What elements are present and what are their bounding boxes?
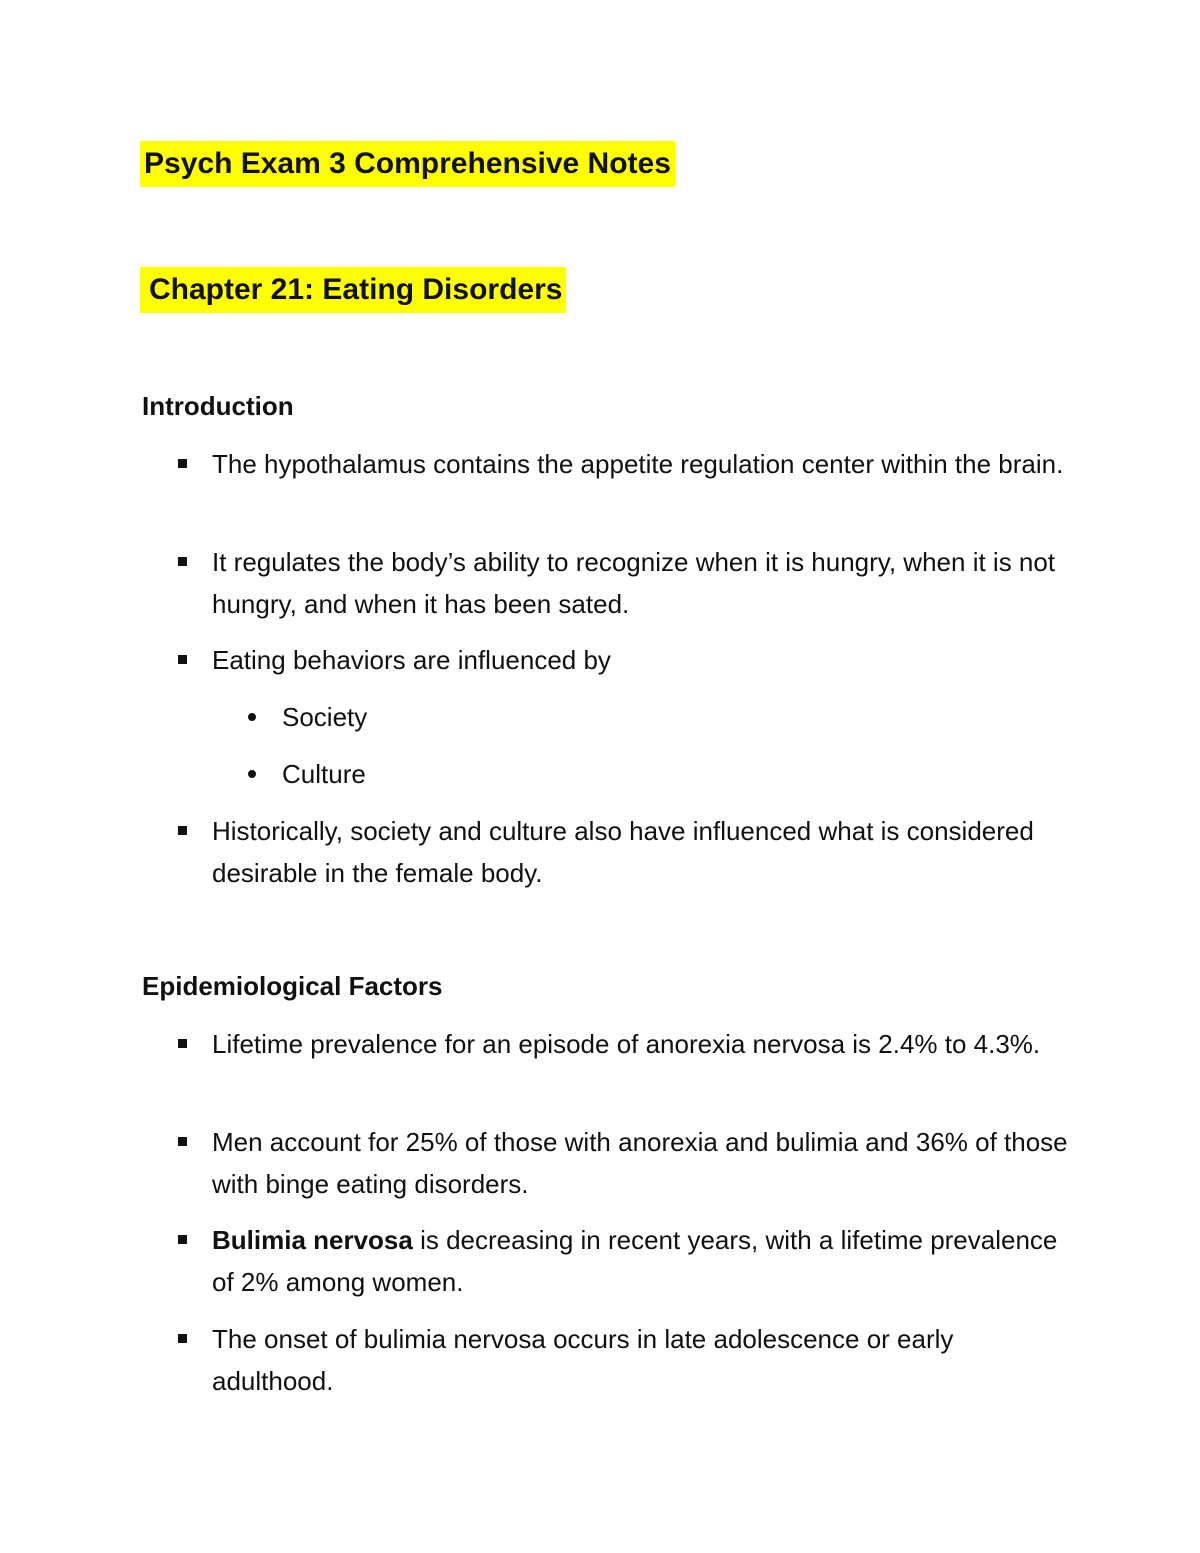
list-item-text: is decreasing in recent years, with a lifetime prevalence of 2% among women. xyxy=(212,1225,1058,1297)
bold-term: Bulimia nervosa xyxy=(212,1225,413,1255)
list-item: Men account for 25% of those with anorexia and bulimia and 36% of those with binge eating disorders. xyxy=(212,1127,1068,1199)
sub-list-item: Society xyxy=(282,702,368,732)
section-heading-epidemiological-factors: Epidemiological Factors xyxy=(142,971,443,1001)
list-item: The hypothalamus contains the appetite regulation center within the brain. xyxy=(212,449,1064,479)
round-bullet-icon xyxy=(248,713,256,721)
list-item: The onset of bulimia nervosa occurs in late adolescence or early adulthood. xyxy=(212,1324,954,1396)
square-bullet-icon xyxy=(178,557,190,569)
square-bullet-icon xyxy=(178,1137,190,1149)
square-bullet-icon xyxy=(178,1334,190,1346)
list-item: Historically, society and culture also have influenced what is considered desirable in the female body. xyxy=(212,816,1034,888)
chapter-heading: Chapter 21: Eating Disorders xyxy=(140,267,566,313)
document-title: Psych Exam 3 Comprehensive Notes xyxy=(140,141,675,187)
sub-list-item: Culture xyxy=(282,759,366,789)
section-heading-introduction: Introduction xyxy=(142,391,294,421)
list-item: It regulates the body’s ability to recognize when it is hungry, when it is not hungry, and when it has been sated. xyxy=(212,547,1056,619)
round-bullet-icon xyxy=(248,770,256,778)
list-item xyxy=(212,1219,1072,1303)
square-bullet-icon xyxy=(178,655,190,667)
square-bullet-icon xyxy=(178,826,190,838)
square-bullet-icon xyxy=(178,459,190,471)
list-item: Lifetime prevalence for an episode of anorexia nervosa is 2.4% to 4.3%. xyxy=(212,1029,1041,1059)
list-item: Eating behaviors are influenced by xyxy=(212,645,611,675)
square-bullet-icon xyxy=(178,1235,190,1247)
square-bullet-icon xyxy=(178,1039,190,1051)
